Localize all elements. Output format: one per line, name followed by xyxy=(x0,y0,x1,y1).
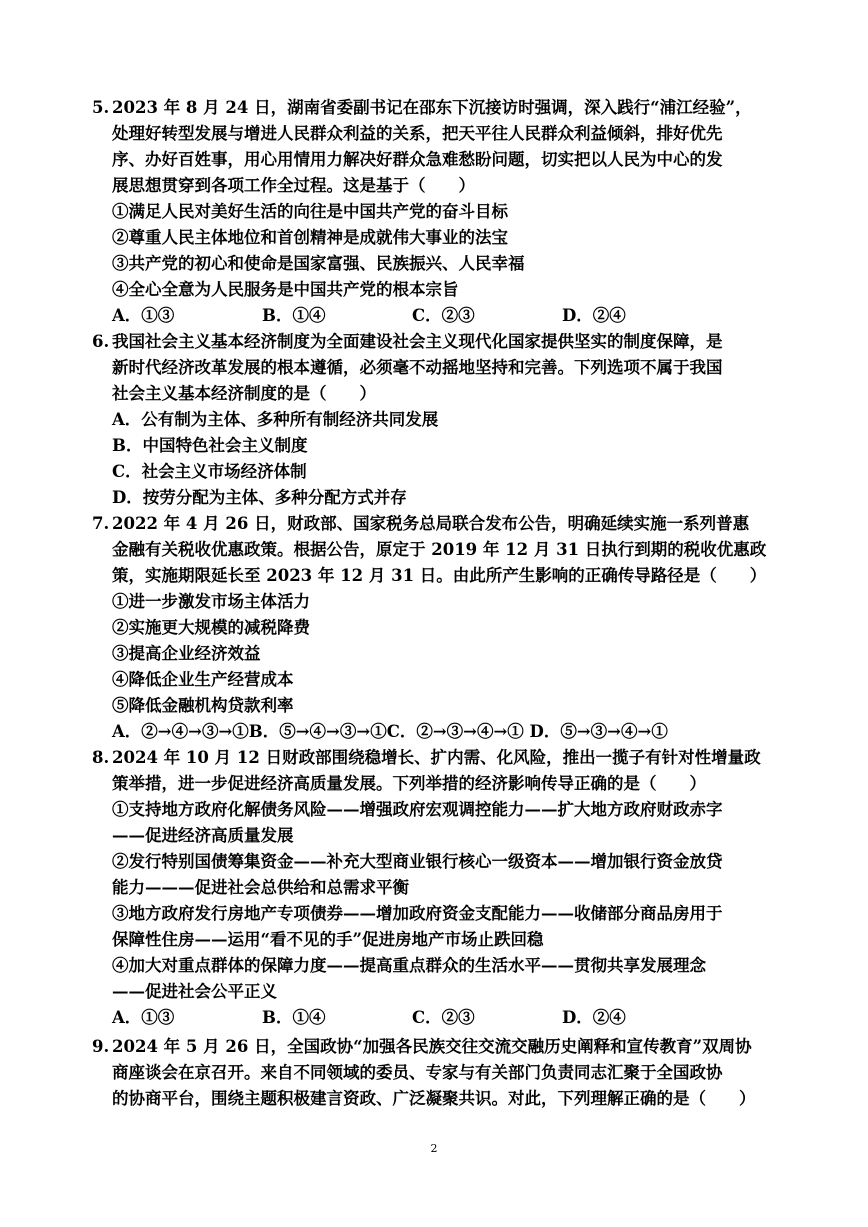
statement-item: ③地方政府发行房地产专项债券——增加政府资金支配能力——收储部分商品房用于 xyxy=(112,904,723,923)
statement-item: ④全心全意为人民服务是中国共产党的根本宗旨 xyxy=(112,280,459,299)
choice-a: A．①③ xyxy=(112,1008,175,1027)
question-text: 商座谈会在京召开。来自不同领域的委员、专家与有关部门负责同志汇聚于全国政协 xyxy=(112,1063,723,1082)
choice-d: D．②④ xyxy=(562,1008,626,1027)
statement-item: ③提高企业经济效益 xyxy=(112,644,261,663)
question-5 xyxy=(92,95,782,329)
question-7 xyxy=(92,511,782,745)
question-text: 新时代经济改革发展的根本遵循，必须毫不动摇地坚持和完善。下列选项不属于我国 xyxy=(112,358,723,377)
statement-item: ——促进经济高质量发展 xyxy=(112,826,294,845)
question-text: 金融有关税收优惠政策。根据公告，原定于 2019 年 12 月 31 日执行到期的税收优惠政 xyxy=(112,540,767,559)
question-text: 2024 年 5 月 26 日，全国政协“加强各民族交往交流交融历史阐释和宣传教育”双周协 xyxy=(112,1037,752,1056)
choice-b: B．①④ xyxy=(262,306,326,325)
choice-b: B．①④ xyxy=(262,1008,326,1027)
statement-item: ①进一步激发市场主体活力 xyxy=(112,592,310,611)
statement-item: ④加大对重点群体的保障力度——提高重点群众的生活水平——贯彻共享发展理念 xyxy=(112,956,706,975)
statement-item: ②发行特别国债筹集资金——补充大型商业银行核心一级资本——增加银行资金放贷 xyxy=(112,852,723,871)
answer-choices xyxy=(92,303,782,329)
statement-item: ③共产党的初心和使命是国家富强、民族振兴、人民幸福 xyxy=(112,254,525,273)
statement-item: ①支持地方政府化解债务风险——增强政府宏观调控能力——扩大地方政府财政赤字 xyxy=(112,800,723,819)
statement-item: ②尊重人民主体地位和首创精神是成就伟大事业的法宝 xyxy=(112,228,508,247)
question-number: 6. xyxy=(92,332,110,351)
question-text: 2023 年 8 月 24 日，湖南省委副书记在邵东下沉接访时强调，深入践行“浦江经验”， xyxy=(112,98,752,117)
question-9 xyxy=(92,1034,782,1112)
question-number: 8. xyxy=(92,748,110,767)
choice-c: C．社会主义市场经济体制 xyxy=(112,462,307,481)
answer-choices xyxy=(92,1005,782,1031)
question-text: 策，实施期限延长至 2023 年 12 月 31 日。由此所产生影响的正确传导路径是（ ） xyxy=(112,566,767,585)
statement-item: ②实施更大规模的减税降费 xyxy=(112,618,310,637)
question-8 xyxy=(92,745,782,1031)
choice-c: C．②③ xyxy=(412,1008,475,1027)
question-text: 2022 年 4 月 26 日，财政部、国家税务总局联合发布公告，明确延续实施一系列普惠 xyxy=(112,514,750,533)
choice-c: C．②③ xyxy=(412,306,475,325)
question-text: 策举措，进一步促进经济高质量发展。下列举措的经济影响传导正确的是（ ） xyxy=(112,774,706,793)
choice-a: A．①③ xyxy=(112,306,175,325)
question-text: 处理好转型发展与增进人民群众利益的关系，把天平往人民群众利益倾斜，排好优先 xyxy=(112,124,723,143)
question-text: 的协商平台，围绕主题积极建言资政、广泛凝聚共识。对此，下列理解正确的是（ ） xyxy=(112,1089,756,1108)
question-number: 5. xyxy=(92,98,110,117)
statement-item: ⑤降低金融机构贷款利率 xyxy=(112,696,294,715)
choice-d: D．按劳分配为主体、多种分配方式并存 xyxy=(112,488,407,507)
statement-item: ——促进社会公平正义 xyxy=(112,982,277,1001)
statement-item: ①满足人民对美好生活的向往是中国共产党的奋斗目标 xyxy=(112,202,508,221)
question-text: 序、办好百姓事，用心用情用力解决好群众急难愁盼问题，切实把以人民为中心的发 xyxy=(112,150,723,169)
question-text: 2024 年 10 月 12 日财政部围绕稳增长、扩内需、化风险，推出一揽子有针对性增量政 xyxy=(112,748,761,767)
answer-choices: A．②→④→③→①B．⑤→④→③→①C．②→③→④→① D．⑤→③→④→① xyxy=(112,722,668,741)
question-6 xyxy=(92,329,782,511)
choice-b: B．中国特色社会主义制度 xyxy=(112,436,308,455)
statement-item: 能力———促进社会总供给和总需求平衡 xyxy=(112,878,409,897)
statement-item: 保障性住房——运用“看不见的手”促进房地产市场止跌回稳 xyxy=(112,930,544,949)
question-number: 7. xyxy=(92,514,110,533)
statement-item: ④降低企业生产经营成本 xyxy=(112,670,294,689)
question-number: 9. xyxy=(92,1037,110,1056)
choice-a: A．公有制为主体、多种所有制经济共同发展 xyxy=(112,410,439,429)
question-text: 社会主义基本经济制度的是（ ） xyxy=(112,384,376,403)
choice-d: D．②④ xyxy=(562,306,626,325)
question-text: 我国社会主义基本经济制度为全面建设社会主义现代化国家提供坚实的制度保障，是 xyxy=(112,332,723,351)
question-text: 展思想贯穿到各项工作全过程。这是基于（ ） xyxy=(112,176,475,195)
page-number: 2 xyxy=(430,1142,438,1155)
